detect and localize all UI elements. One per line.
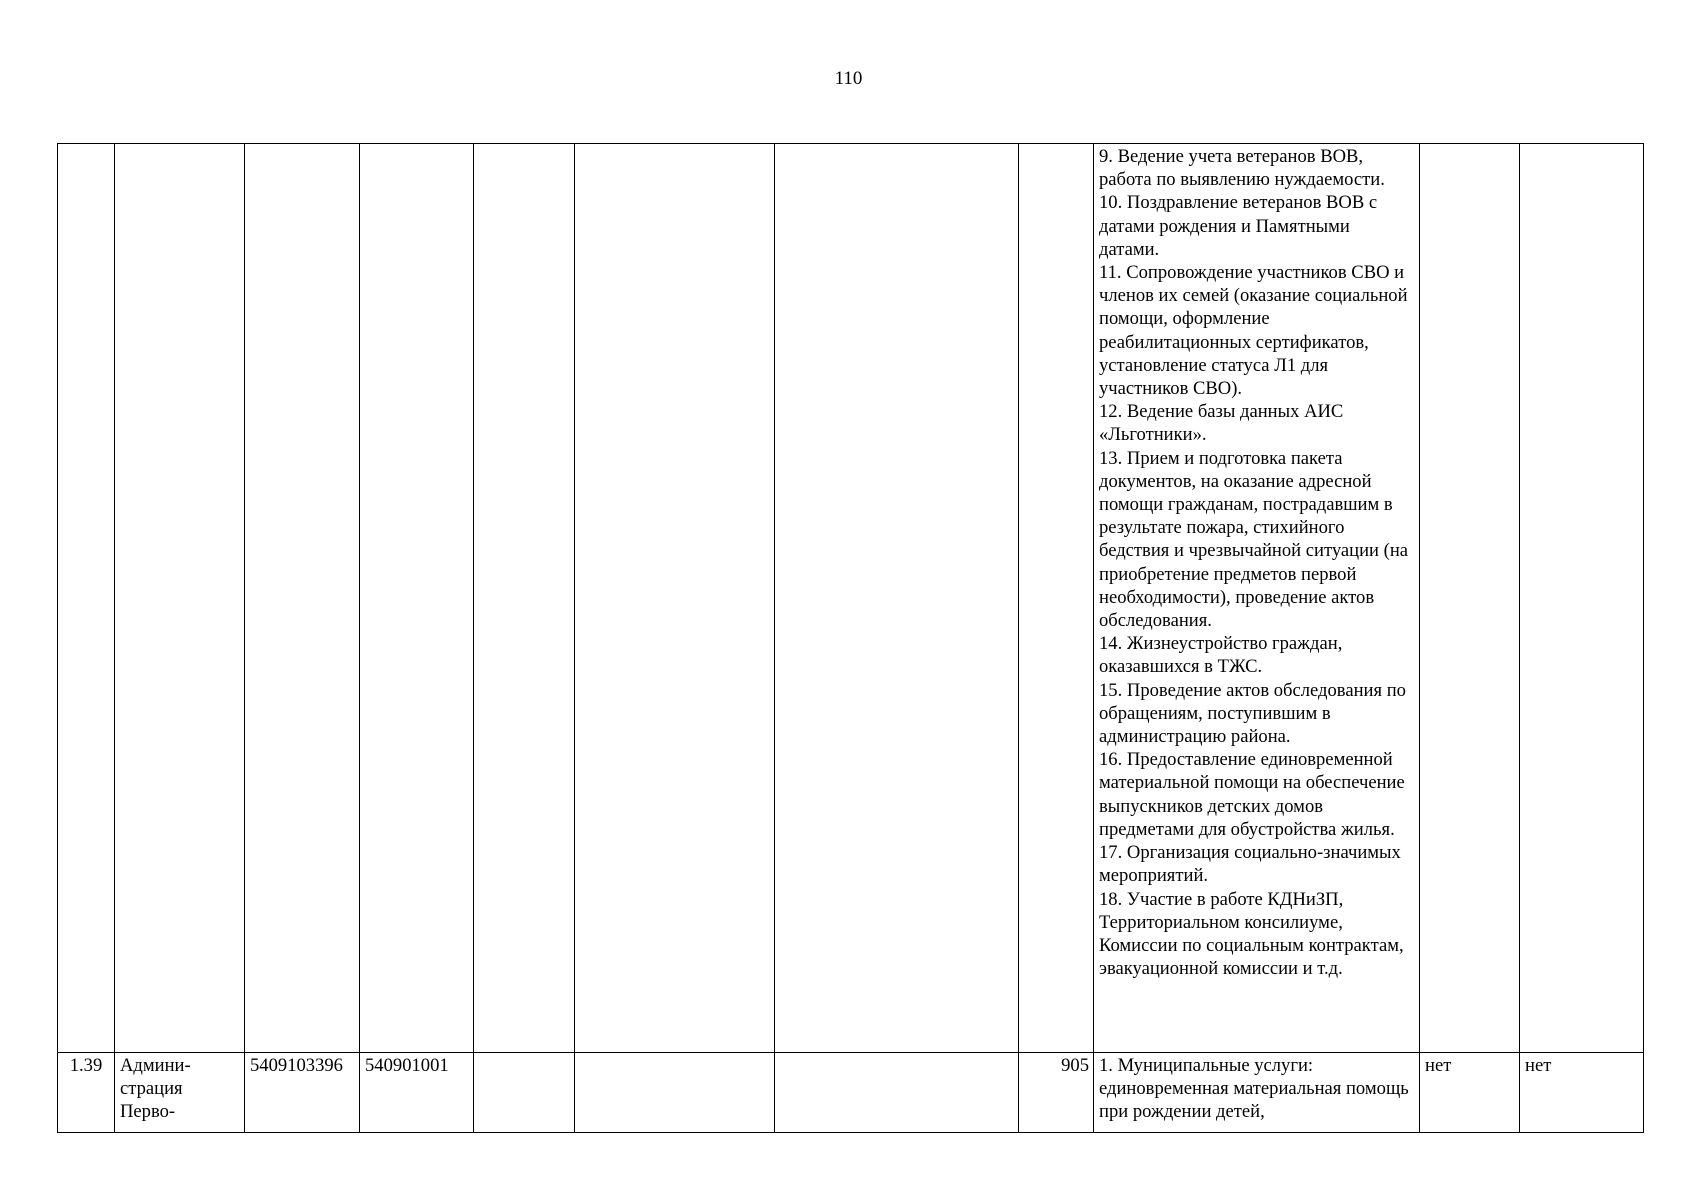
service-item-11: 11. Сопровождение участников СВО и членов их семей (оказание социальной помощи, оформление реабилитационных сертификатов, установление статуса Л1 для участников СВО). [1099, 262, 1408, 400]
service-item-9: 9. Ведение учета ветеранов ВОВ, работа по выявлению нуждаемости. [1099, 146, 1385, 191]
service-item-14: 14. Жизнеустройство граждан, оказавшихся в ТЖС. [1099, 633, 1343, 678]
cell-services-list [1094, 144, 1420, 1053]
service-item-18: 18. Участие в работе КДНиЗП, Территориальном консилиуме, Комиссии по социальным контрактам, эвакуационной комиссии и т.д. [1099, 888, 1404, 980]
cell-code [1019, 144, 1094, 1053]
cell-inn [245, 144, 360, 1053]
cell-col10 [1420, 144, 1520, 1053]
table-row-1-39 [58, 1053, 1644, 1133]
inn-value: 5409103396 [245, 1053, 360, 1133]
row-number: 1.39 [58, 1053, 115, 1133]
cell-number [58, 144, 115, 1053]
service-item-12: 12. Ведение базы данных АИС «Льготники». [1099, 401, 1344, 446]
cell-col5 [474, 144, 575, 1053]
cell-col11 [1520, 144, 1644, 1053]
service-item-16: 16. Предоставление единовременной материальной помощи на обеспечение выпускников детских домов предметами для обустройства жилья. [1099, 749, 1405, 840]
services-value: 1. Муниципальные услуги: единовременная материальная помощь при рождении детей, [1094, 1053, 1420, 1133]
service-item-13: 13. Прием и подготовка пакета документов, на оказание адресной помощи гражданам, пострадавшим в результате пожара, стихийного бедствия и чрезвычайной ситуации (на приобретение предметов первой необходимости), проведение актов обследования. [1099, 447, 1409, 632]
registry-table [57, 143, 1644, 1133]
cell-organization-name [115, 144, 245, 1053]
kpp-value: 540901001 [360, 1053, 474, 1133]
service-item-10: 10. Поздравление ветеранов ВОВ с датами рождения и Памятными датами. [1099, 192, 1378, 260]
cell-col7-value [775, 1053, 1019, 1133]
col10-value: нет [1420, 1053, 1520, 1133]
service-item-15: 15. Проведение актов обследования по обращениям, поступившим в администрацию района. [1099, 679, 1406, 748]
cell-col6 [575, 144, 775, 1053]
cell-col5-value [474, 1053, 575, 1133]
service-item-17: 17. Организация социально-значимых мероприятий. [1099, 842, 1401, 887]
code-value: 905 [1019, 1053, 1094, 1133]
cell-kpp [360, 144, 474, 1053]
cell-col6-value [575, 1053, 775, 1133]
page-number: 110 [834, 68, 863, 89]
col11-value: нет [1520, 1053, 1644, 1133]
organization-name: Админи- страция Перво- [115, 1053, 245, 1133]
table-row-continued [58, 144, 1644, 1053]
cell-col7 [775, 144, 1019, 1053]
